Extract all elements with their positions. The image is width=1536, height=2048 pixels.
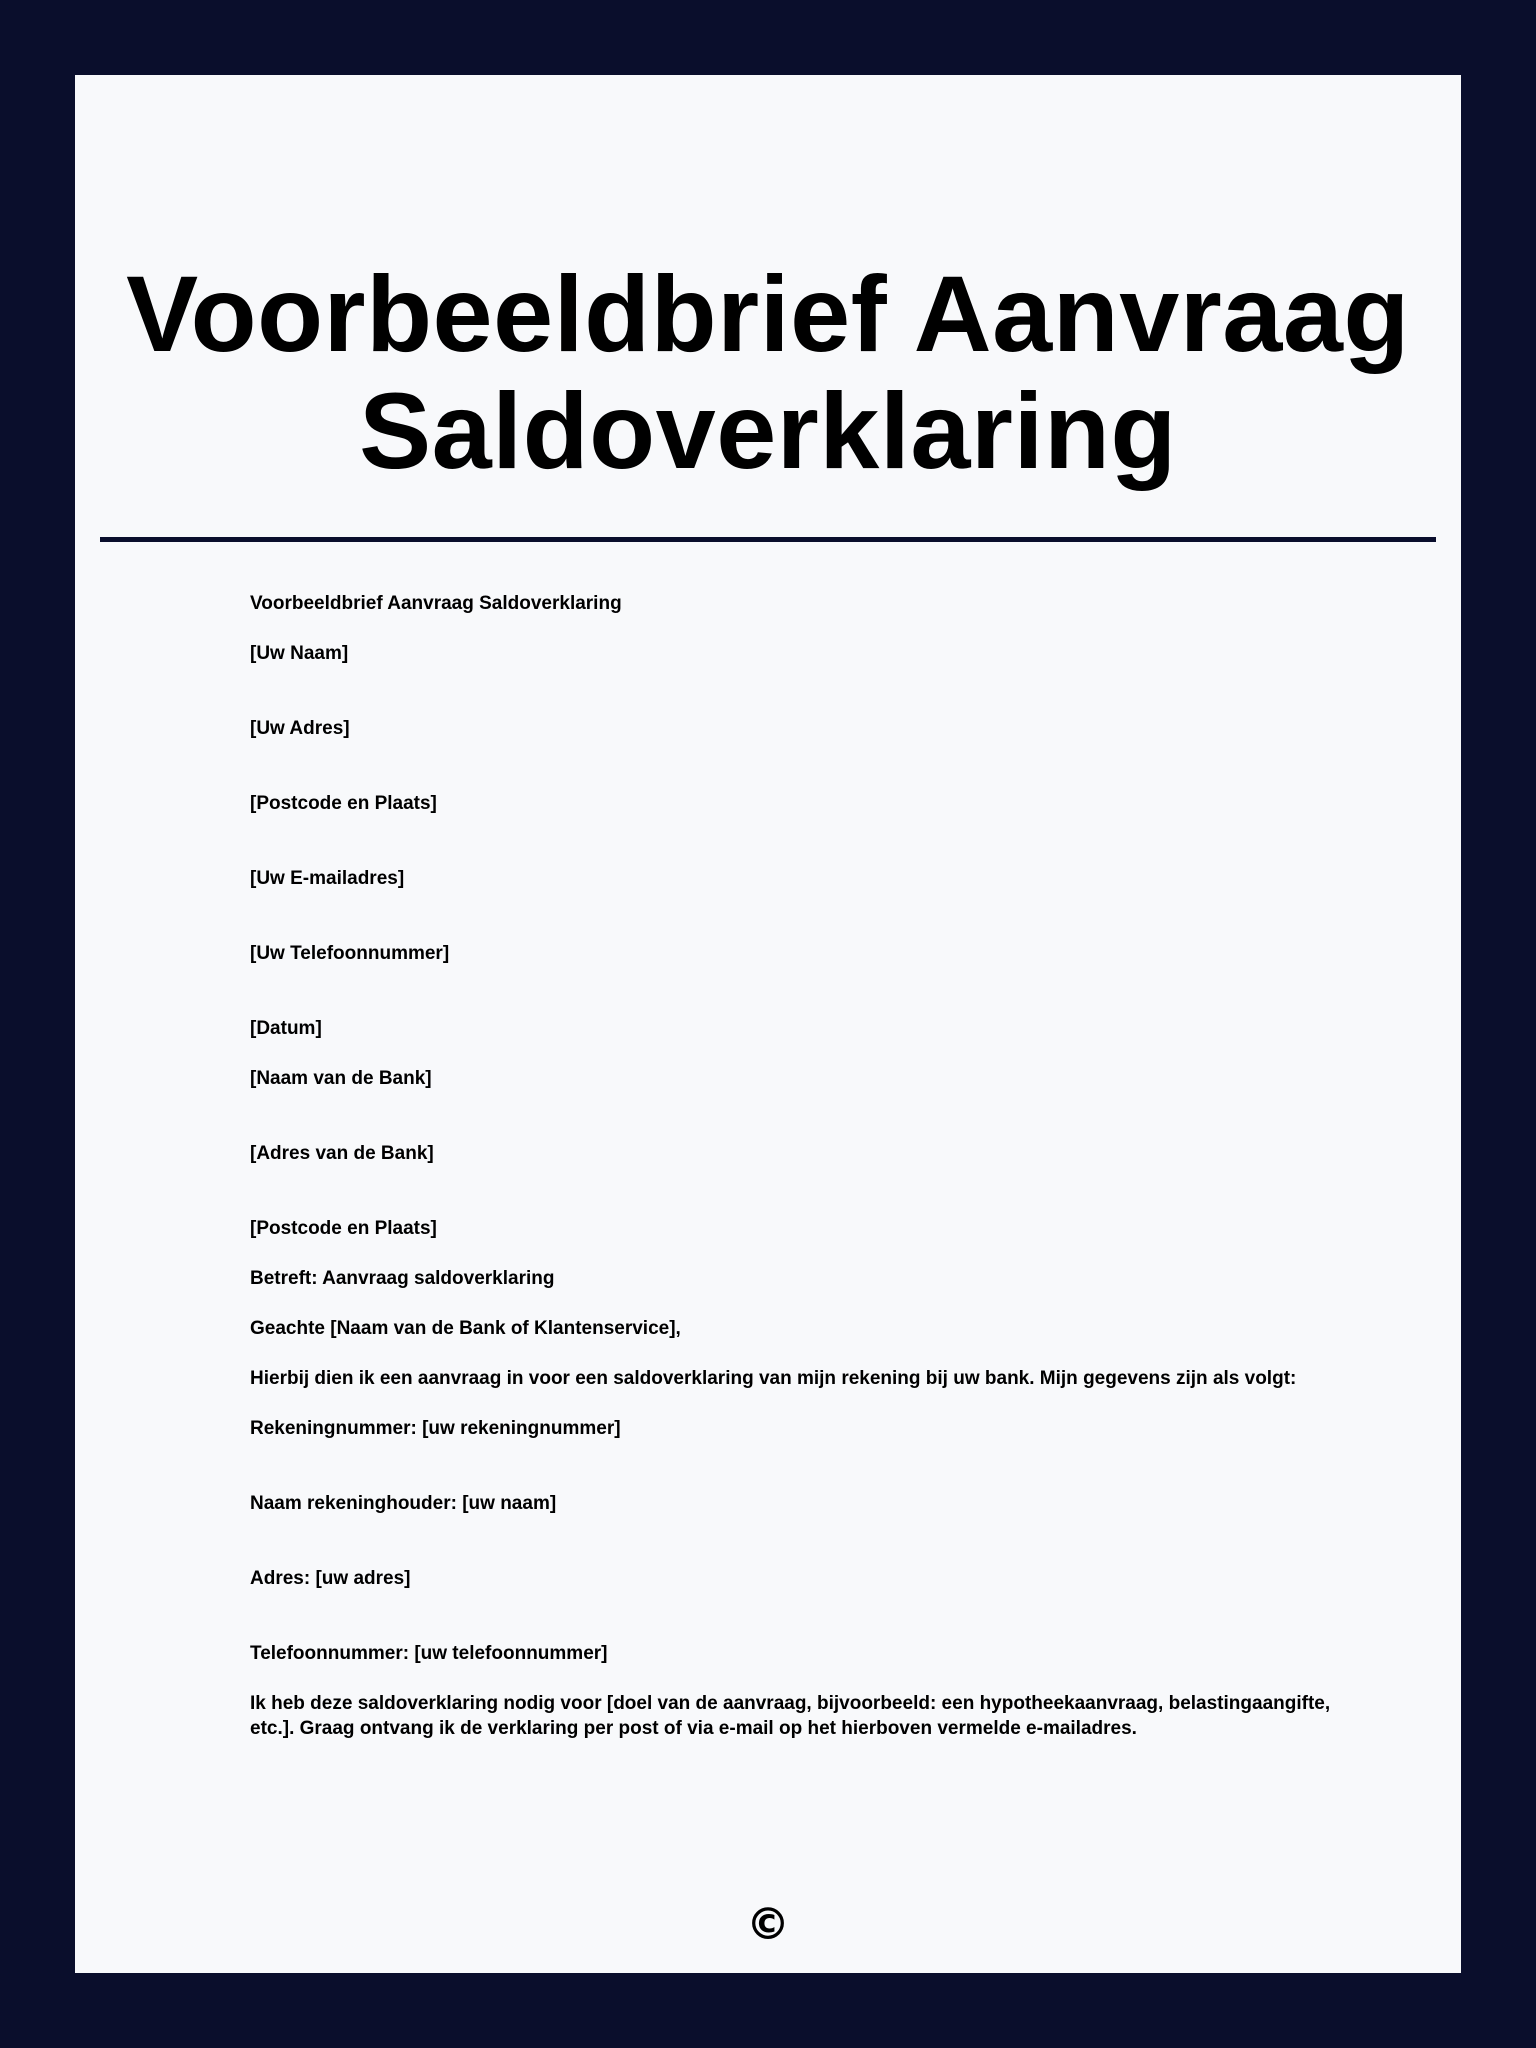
detail-account-holder: Naam rekeninghouder: [uw naam] <box>250 1493 557 1514</box>
letter-closing-paragraph: Ik heb deze saldoverklaring nodig voor [doel van de aanvraag, bijvoorbeeld: een hypotheekaanvraag, belastingaangifte, etc.]. Graag ontvang ik de verklaring per post of via e-mail op het hierboven vermelde e-mailadres. <box>250 1693 1331 1739</box>
sender-phone: [Uw Telefoonnummer] <box>250 943 450 964</box>
letter-date: [Datum] <box>250 1018 322 1039</box>
detail-account-number: Rekeningnummer: [uw rekeningnummer] <box>250 1418 621 1439</box>
page-title <box>75 255 1461 489</box>
recipient-bank-name: [Naam van de Bank] <box>250 1068 432 1089</box>
letter-heading: Voorbeeldbrief Aanvraag Saldoverklaring <box>250 593 622 614</box>
sender-address: [Uw Adres] <box>250 718 350 739</box>
document-page <box>75 75 1461 1973</box>
recipient-bank-address: [Adres van de Bank] <box>250 1143 434 1164</box>
letter-salutation: Geachte [Naam van de Bank of Klantenservice], <box>250 1318 681 1339</box>
letter-intro: Hierbij dien ik een aanvraag in voor een saldoverklaring van mijn rekening bij uw bank. Mijn gegevens zijn als volgt: <box>250 1368 1297 1389</box>
recipient-postcode-city: [Postcode en Plaats] <box>250 1218 437 1239</box>
letter-subject: Betreft: Aanvraag saldoverklaring <box>250 1268 555 1289</box>
detail-phone: Telefoonnummer: [uw telefoonnummer] <box>250 1643 608 1664</box>
page-title-line-1: Voorbeeldbrief Aanvraag <box>126 253 1410 374</box>
sender-email: [Uw E-mailadres] <box>250 868 405 889</box>
title-divider <box>100 537 1436 542</box>
sender-name: [Uw Naam] <box>250 643 349 664</box>
copyright-symbol: © <box>746 1899 790 1950</box>
page-title-line-2: Saldoverklaring <box>359 370 1177 491</box>
sender-postcode-city: [Postcode en Plaats] <box>250 793 437 814</box>
letter-body <box>250 591 1360 1741</box>
detail-address: Adres: [uw adres] <box>250 1568 411 1589</box>
